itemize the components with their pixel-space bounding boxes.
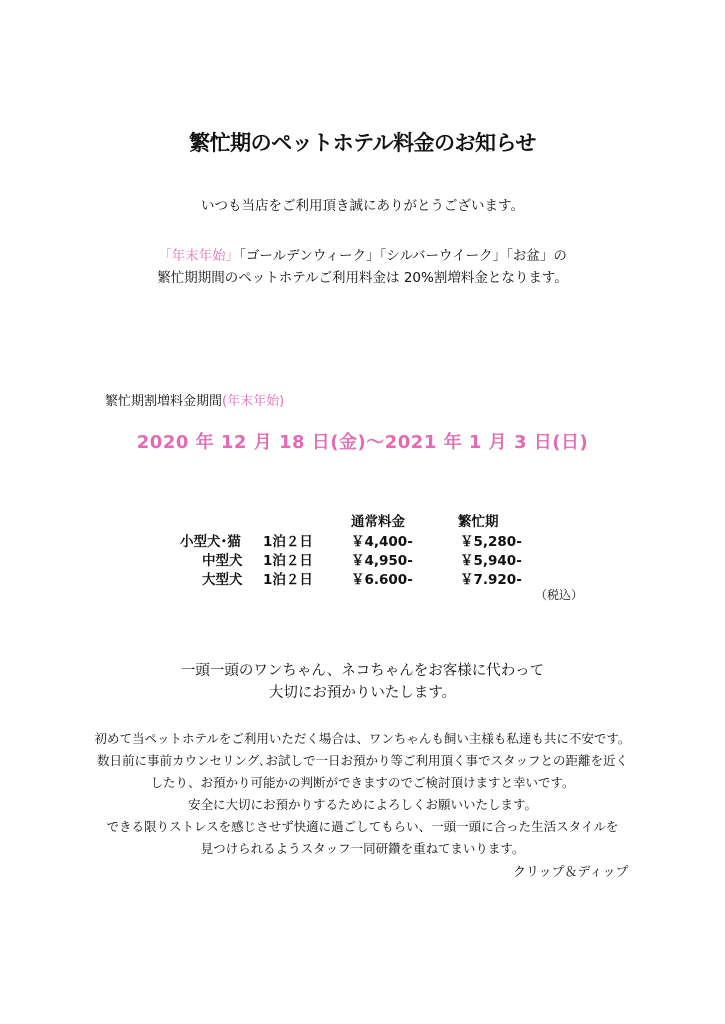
row-busy-price: ￥5,940- [460,553,522,569]
period-label-highlight: (年末年始) [222,394,285,409]
intro-highlight: 「年末年始」 [158,248,240,264]
row-busy-price: ￥7.920- [460,572,522,588]
row-size: 小型犬･猫 [180,534,241,550]
message-line-1: 一頭一頭のワンちゃん、ネコちゃんをお客様に代わって [180,663,545,679]
row-stay: 1泊２日 [263,572,313,588]
period-label [105,390,284,409]
page-title: 繁忙期のペットホテル料金のお知らせ [189,131,536,155]
paragraph-line: 数日前に事前カウンセリング､お試しで一日お預かり等ご利用頂く事でスタッフとの距離を近く [96,753,628,768]
row-normal-price: ￥6.600- [351,572,413,588]
signature: クリップ＆ディップ [513,865,629,880]
row-stay: 1泊２日 [263,534,313,550]
period-dates: 2020 年 12 月 18 日(金)～2021 年 1 月 3 日(日) [136,432,589,453]
intro-line-2: 繁忙期期間のペットホテルご利用料金は 20%割増料金となります。 [157,270,568,286]
paragraph-line: 見つけられるようスタッフ一同研鑽を重ねてまいります。 [200,841,525,856]
row-size: 中型犬 [202,553,243,569]
paragraph-line: したり、お預かり可能かの判断ができますのでご検討頂けますと幸いです。 [150,775,575,790]
intro-line-1 [0,244,725,264]
header-busy-price: 繁忙期 [458,514,499,530]
message-line-2: 大切にお預かりいたします。 [268,685,457,701]
paragraph-line: 安全に大切にお預かりするためによろしくお願いいたします。 [187,797,537,812]
greeting-text: いつも当店をご利用頂き誠にありがとうございます。 [201,198,524,214]
paragraph-line: 初めて当ペットホテルをご利用いただく場合は、ワンちゃんも飼い主様も私達も共に不安です。 [94,731,631,746]
period-label-text: 繁忙期割増料金期間 [105,394,223,409]
row-normal-price: ￥4,950- [351,553,413,569]
row-stay: 1泊２日 [263,553,313,569]
row-normal-price: ￥4,400- [351,534,413,550]
header-normal-price: 通常料金 [351,514,405,530]
info-paragraph [90,728,635,860]
intro-rest: 「ゴールデンウィーク」「シルバーウイーク」「お盆」の [239,248,567,264]
tax-note: （税込） [535,588,584,602]
row-busy-price: ￥5,280- [460,534,522,550]
row-size: 大型犬 [202,572,243,588]
paragraph-line: できる限りストレスを感じさせず快適に過ごしてもらい、一頭一頭に合った生活スタイルを [106,819,619,834]
